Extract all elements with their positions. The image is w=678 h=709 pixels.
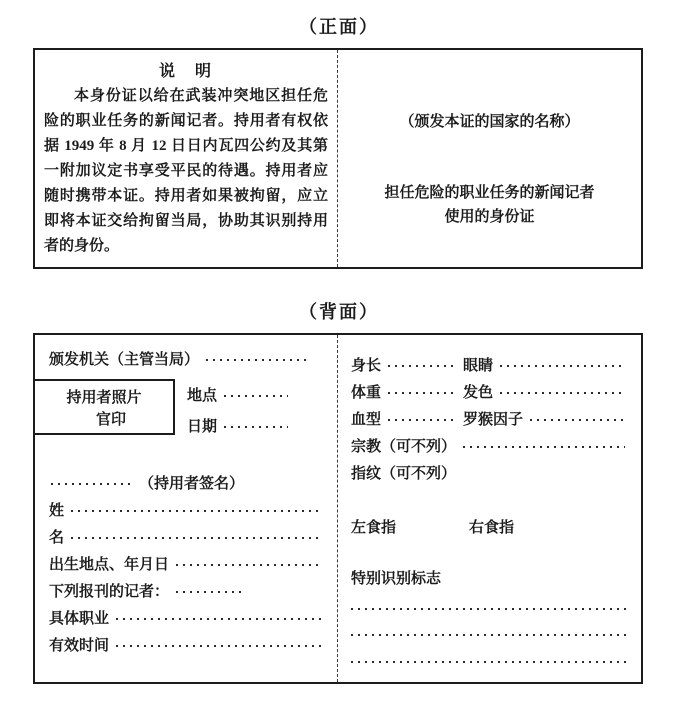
- surname-label: 姓: [49, 503, 65, 519]
- height-label: 身长: [351, 358, 382, 374]
- dotted-leader: [388, 365, 457, 367]
- photo-row: [49, 379, 327, 441]
- validity-label: 有效时间: [49, 638, 110, 654]
- dotted-leader: [71, 537, 321, 539]
- date-label: 日期: [187, 419, 218, 435]
- dotted-leader: [176, 591, 246, 593]
- dotted-leader: [388, 419, 457, 421]
- blank-dotted-line: [351, 634, 628, 636]
- notice-heading: 说 明: [158, 63, 213, 80]
- photo-box: [33, 379, 175, 435]
- dotted-leader: [116, 645, 321, 647]
- dotted-leader: [71, 510, 321, 512]
- place-label: 地点: [187, 388, 218, 404]
- official-seal-label: 官印: [95, 411, 126, 428]
- fingerprints-label: 指纹（可不列）: [351, 466, 457, 482]
- signature-row: [49, 469, 327, 496]
- blank-dotted-line: [351, 661, 628, 663]
- dotted-leader: [176, 564, 321, 566]
- blood-type-label: 血型: [351, 412, 382, 428]
- dotted-leader: [116, 618, 321, 620]
- religion-row: [351, 432, 631, 459]
- dotted-leader: [224, 395, 288, 397]
- dotted-leader: [206, 359, 306, 361]
- dotted-leader: [500, 365, 625, 367]
- card-title: [384, 181, 594, 229]
- dotted-leader: [530, 419, 625, 421]
- country-name-placeholder: （颁发本证的国家的名称）: [399, 114, 580, 130]
- notice-body: 本身份证以给在武装冲突地区担任危险的职业任务的新闻记者。持用者有权依据 1949 年 8 月 12 日日内瓦四公约及其第一附加议定书享受平民的待遇。持用者应随时携带本证。持用者如果被拘留，应立即将本证交给拘留当局，协助其识别持用者的身份。: [44, 88, 328, 254]
- dotted-leader: [224, 426, 288, 428]
- marks-row: [351, 564, 631, 591]
- photo-side-fields: [175, 379, 327, 441]
- front-notice-panel: [35, 50, 338, 267]
- blood-rhesus-row: [351, 405, 631, 432]
- rhesus-label: 罗猴因子: [463, 412, 524, 428]
- hair-label: 发色: [463, 385, 494, 401]
- birth-label: 出生地点、年月日: [49, 557, 170, 573]
- fingerprints-row: [351, 459, 631, 486]
- given-name-row: [49, 523, 327, 550]
- occupation-row: [49, 604, 327, 631]
- weight-label: 体重: [351, 385, 382, 401]
- given-name-label: 名: [49, 530, 65, 546]
- right-finger-label: 右食指: [469, 520, 515, 536]
- left-finger-label: 左食指: [351, 520, 397, 536]
- blank-dotted-line: [351, 608, 628, 610]
- front-side-label: （正面）: [299, 17, 379, 37]
- back-left-panel: [35, 335, 338, 682]
- weight-hair-row: [351, 378, 631, 405]
- signature-dotted-line: [51, 483, 131, 485]
- signature-label: （持用者签名）: [139, 476, 245, 492]
- finger-labels-row: [351, 513, 631, 540]
- front-card: [33, 48, 643, 269]
- occupation-label: 具体职业: [49, 611, 110, 627]
- validity-row: [49, 631, 327, 658]
- back-card: [33, 333, 643, 684]
- dotted-leader: [500, 392, 625, 394]
- issuing-authority-label: 颁发机关（主管当局）: [49, 351, 200, 368]
- issuing-authority-row: [49, 345, 327, 371]
- dotted-leader: [463, 446, 625, 448]
- place-row: [187, 381, 327, 408]
- surname-row: [49, 496, 327, 523]
- birth-row: [49, 550, 327, 577]
- date-row: [187, 412, 327, 439]
- press-row: [49, 577, 327, 604]
- card-title-line1: 担任危险的职业任务的新闻记者: [384, 185, 595, 201]
- photo-box-label: 持用者照片: [66, 389, 142, 406]
- marks-label: 特别识别标志: [351, 571, 442, 587]
- dotted-leader: [388, 392, 457, 394]
- back-side-label: （背面）: [299, 302, 379, 322]
- front-issuer-panel: [338, 50, 641, 267]
- press-label: 下列报刊的记者：: [49, 584, 170, 600]
- height-eyes-row: [351, 351, 631, 378]
- religion-label: 宗教（可不列）: [351, 439, 457, 455]
- back-right-panel: [338, 335, 641, 682]
- card-title-line2: 使用的身份证: [444, 209, 535, 225]
- eyes-label: 眼睛: [463, 358, 494, 374]
